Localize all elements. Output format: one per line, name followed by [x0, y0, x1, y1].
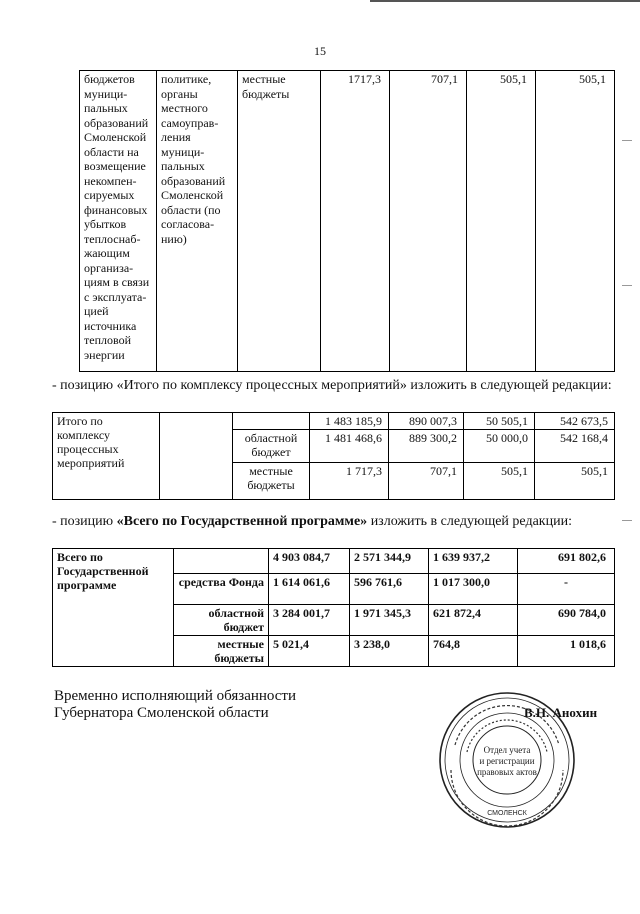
cell-value-y2: 505,1 — [467, 71, 536, 372]
cell-value: 764,8 — [429, 636, 518, 667]
cell-value: 690 784,0 — [518, 605, 615, 636]
table-itogo — [52, 412, 615, 500]
cell-value: - — [518, 574, 615, 605]
paragraph-vsego — [52, 514, 615, 530]
cell-value: 505,1 — [464, 463, 535, 500]
paragraph-prefix: - позицию — [52, 514, 117, 529]
cell-executor: политике, органы местного самоуправ-ления муници-пальных образований Смоленской области (по согласова-нию) — [157, 71, 238, 372]
cell-value: 542 673,5 — [535, 413, 615, 430]
cell-value: 50 505,1 — [464, 413, 535, 430]
page-number: 15 — [314, 44, 326, 58]
signatory-name: В.Н. Анохин — [524, 705, 598, 720]
cell-value: 1 971 345,3 — [350, 605, 429, 636]
cell-source: местные бюджеты — [233, 463, 310, 500]
stamp-inner-text-2: и регистрации — [479, 756, 535, 766]
cell-value: 1 018,6 — [518, 636, 615, 667]
cell-source — [233, 413, 310, 430]
cell-itogo-label: Итого по комплексу процессных мероприятий — [53, 413, 160, 500]
cell-value: 5 021,4 — [269, 636, 350, 667]
signature-block — [54, 688, 296, 722]
cell-value: 707,1 — [389, 463, 464, 500]
cell-value: 50 000,0 — [464, 430, 535, 463]
cell-value: 1 481 468,6 — [310, 430, 389, 463]
signature-title-line2: Губернатора Смоленской области — [54, 705, 269, 721]
cell-value: 596 761,6 — [350, 574, 429, 605]
cell-value: 3 238,0 — [350, 636, 429, 667]
table-row — [80, 71, 615, 372]
cell-value: 542 168,4 — [535, 430, 615, 463]
cell-value: 621 872,4 — [429, 605, 518, 636]
stamp-bottom-text: СМОЛЕНСК — [487, 810, 527, 817]
cell-source: средства Фонда — [174, 574, 269, 605]
cell-value: 691 802,6 — [518, 549, 615, 574]
cell-value: 1 017 300,0 — [429, 574, 518, 605]
cell-value: 1 639 937,2 — [429, 549, 518, 574]
cell-value: 890 007,3 — [389, 413, 464, 430]
cell-source: местные бюджеты — [174, 636, 269, 667]
table-row — [53, 549, 615, 574]
stamp-inner-text-1: Отдел учета — [483, 745, 531, 755]
cell-source — [174, 549, 269, 574]
table-row — [53, 413, 615, 430]
paragraph-suffix: изложить в следующей редакции: — [367, 514, 572, 529]
top-edge-line — [370, 0, 640, 2]
table-continued — [79, 70, 615, 372]
margin-mark — [622, 520, 632, 521]
cell-empty — [160, 413, 233, 500]
cell-purpose: бюджетов муници-пальных образований Смоленской области на возмещение некомпен-сируемых финансовых убытков теплоснаб-жающим организа-циям в связи с эксплуата-цией источника тепловой энергии — [80, 71, 157, 372]
cell-value: 3 284 001,7 — [269, 605, 350, 636]
paragraph-bold: «Всего по Государственной программе» — [116, 514, 368, 529]
table-vsego — [52, 548, 615, 667]
cell-value: 889 300,2 — [389, 430, 464, 463]
cell-value: 505,1 — [535, 463, 615, 500]
cell-value-y1: 707,1 — [390, 71, 467, 372]
stamp-inner-text-3: правовых актов — [477, 767, 537, 777]
margin-mark — [622, 140, 632, 141]
cell-value: 1 614 061,6 — [269, 574, 350, 605]
cell-value-y3: 505,1 — [536, 71, 615, 372]
signature-title-line1: Временно исполняющий обязанности — [54, 688, 297, 704]
cell-vsego-label: Всего по Государственной программе — [53, 549, 174, 667]
cell-value: 1 483 185,9 — [310, 413, 389, 430]
cell-value: 1 717,3 — [310, 463, 389, 500]
cell-value: 4 903 084,7 — [269, 549, 350, 574]
cell-value-total: 1717,3 — [321, 71, 390, 372]
cell-source: местные бюджеты — [238, 71, 321, 372]
cell-source: областной бюджет — [174, 605, 269, 636]
cell-source: областной бюджет — [233, 430, 310, 463]
cell-value: 2 571 344,9 — [350, 549, 429, 574]
margin-mark — [622, 285, 632, 286]
paragraph-itogo: - позицию «Итого по комплексу процессных мероприятий» изложить в следующей редакции: — [52, 378, 612, 393]
